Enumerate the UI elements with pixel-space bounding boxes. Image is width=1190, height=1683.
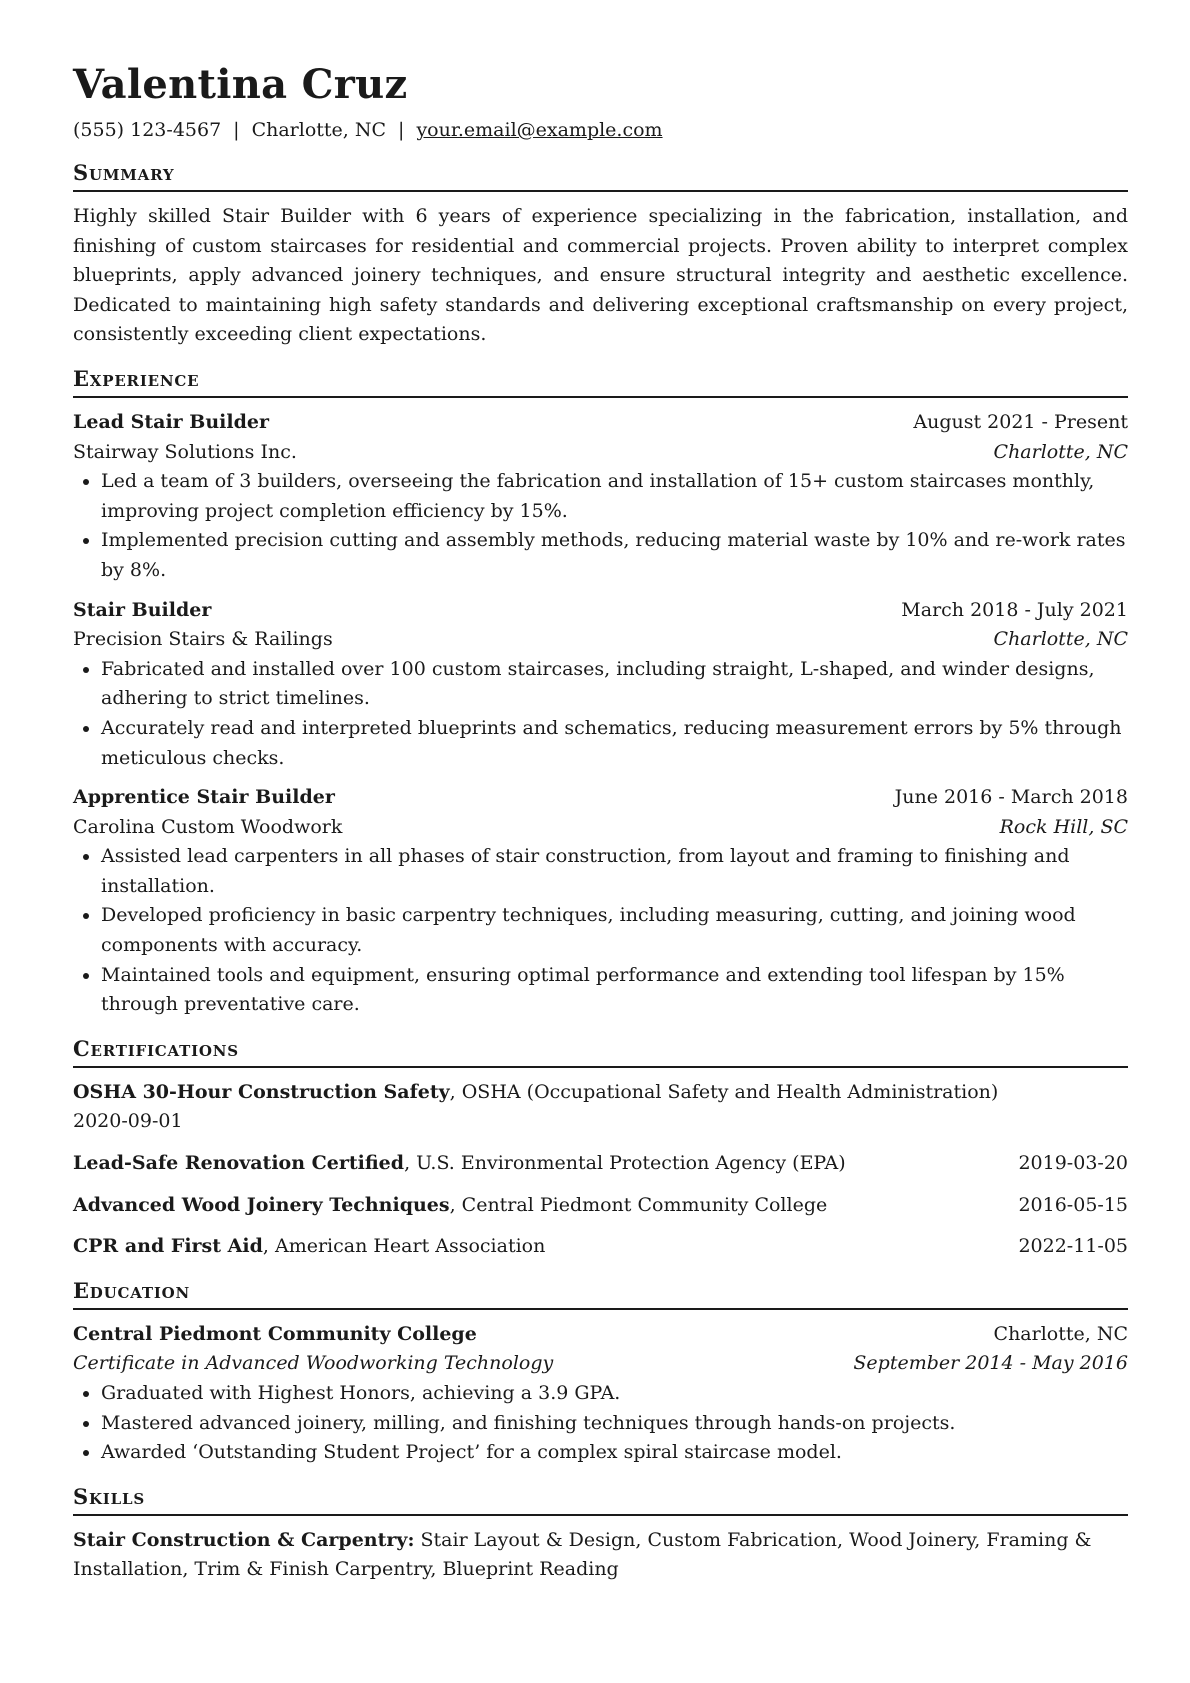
cert-issuer: , Central Piedmont Community College [449, 1193, 828, 1216]
location: Charlotte, NC [251, 119, 387, 141]
school-name: Central Piedmont Community College [73, 1322, 477, 1345]
cert-entry [73, 1078, 1128, 1137]
job-entry [73, 408, 1128, 586]
job-role: Apprentice Stair Builder [73, 786, 335, 809]
bullet-item: • Maintained tools and equipment, ensuring optimal performance and extending tool lifespan by 15% through preventative care. [101, 961, 1128, 1020]
job-dates: March 2018 - July 2021 [901, 598, 1128, 621]
bullet-item: • Developed proficiency in basic carpentry techniques, including measuring, cutting, and joining wood components with accuracy. [101, 901, 1128, 960]
bullet-item: • Fabricated and installed over 100 custom staircases, including straight, L-shaped, and winder designs, adhering to strict timelines. [101, 655, 1128, 714]
cert-date: 2019-03-20 [1018, 1152, 1128, 1175]
education-bullets [73, 1379, 1128, 1468]
certifications-section [73, 1034, 1128, 1262]
section-title-experience: Experience [73, 364, 1128, 398]
job-dates: August 2021 - Present [913, 410, 1128, 433]
job-role: Lead Stair Builder [73, 410, 270, 433]
cert-issuer: , American Heart Association [262, 1235, 546, 1258]
bullet-item: • Implemented precision cutting and assembly methods, reducing material waste by 10% and re-work rates by 8%. [101, 526, 1128, 585]
bullet-item: • Awarded ‘Outstanding Student Project’ for a complex spiral staircase model. [101, 1438, 1128, 1468]
contact-line [73, 116, 1128, 144]
cert-date: 2016-05-15 [1018, 1193, 1128, 1216]
email-link[interactable]: your.email@example.com [416, 119, 663, 141]
cert-name: OSHA 30-Hour Construction Safety [73, 1080, 450, 1103]
bullet-item: • Mastered advanced joinery, milling, and finishing techniques through hands-on projects. [101, 1409, 1128, 1439]
degree: Certificate in Advanced Woodworking Technology [73, 1352, 554, 1375]
cert-entry [73, 1232, 1128, 1262]
section-title-education: Education [73, 1276, 1128, 1310]
job-company: Carolina Custom Woodwork [73, 815, 343, 838]
school-location: Charlotte, NC [993, 1322, 1128, 1345]
cert-issuer: , U.S. Environmental Protection Agency (EPA) [404, 1152, 846, 1175]
phone: (555) 123-4567 [73, 119, 222, 141]
skills-section [73, 1482, 1128, 1585]
resume-page [73, 58, 1128, 1585]
job-company: Stairway Solutions Inc. [73, 440, 297, 463]
job-location: Charlotte, NC [993, 440, 1128, 463]
job-entry [73, 596, 1128, 774]
job-dates: June 2016 - March 2018 [894, 786, 1128, 809]
skills-list: Stair Layout & Design, Custom Fabrication, Wood Joinery, Framing & Installation, Trim & Finish Carpentry, Blueprint Reading [73, 1528, 1092, 1581]
job-bullets [73, 842, 1128, 1020]
bullet-item: • Assisted lead carpenters in all phases of stair construction, from layout and framing to finishing and installation. [101, 842, 1128, 901]
education-dates: September 2014 - May 2016 [853, 1352, 1128, 1375]
cert-issuer: , OSHA (Occupational Safety and Health Administration) [449, 1080, 999, 1103]
cert-entry [73, 1191, 1128, 1221]
bullet-item: • Accurately read and interpreted blueprints and schematics, reducing measurement errors by 5% through meticulous checks. [101, 714, 1128, 773]
summary-section [73, 158, 1128, 350]
job-role: Stair Builder [73, 598, 212, 621]
job-bullets [73, 655, 1128, 773]
job-entry [73, 783, 1128, 1020]
section-title-certifications: Certifications [73, 1034, 1128, 1068]
education-section [73, 1276, 1128, 1468]
cert-date: 2020-09-01 [73, 1110, 183, 1133]
section-title-summary: Summary [73, 158, 1128, 192]
job-location: Charlotte, NC [993, 628, 1128, 651]
candidate-name: Valentina Cruz [73, 61, 408, 108]
cert-name: Advanced Wood Joinery Techniques [73, 1193, 450, 1216]
cert-name: CPR and First Aid [73, 1235, 263, 1258]
cert-entry [73, 1149, 1128, 1179]
job-bullets [73, 467, 1128, 585]
job-location: Rock Hill, SC [999, 815, 1128, 838]
cert-name: Lead-Safe Renovation Certified [73, 1152, 405, 1175]
skills-text [73, 1526, 1128, 1585]
skills-label: Stair Construction & Carpentry: [73, 1528, 415, 1551]
section-title-skills: Skills [73, 1482, 1128, 1516]
bullet-item: • Led a team of 3 builders, overseeing the fabrication and installation of 15+ custom staircases monthly, improving project completion efficiency by 15%. [101, 467, 1128, 526]
separator: | [233, 119, 240, 141]
cert-date: 2022-11-05 [1018, 1235, 1128, 1258]
job-company: Precision Stairs & Railings [73, 628, 333, 651]
summary-text: Highly skilled Stair Builder with 6 years of experience specializing in the fabrication, installation, and finishing of custom staircases for residential and commercial projects. Proven ability to interpret complex blueprints, apply advanced joinery techniques, and ensure structural integrity and aesthetic excellence. Dedicated to maintaining high safety standards and delivering exceptional craftsmanship on every project, consistently exceeding client expectations. [73, 205, 1128, 346]
separator: | [398, 119, 405, 141]
bullet-item: • Graduated with Highest Honors, achieving a 3.9 GPA. [101, 1379, 1128, 1409]
experience-section [73, 364, 1128, 1020]
